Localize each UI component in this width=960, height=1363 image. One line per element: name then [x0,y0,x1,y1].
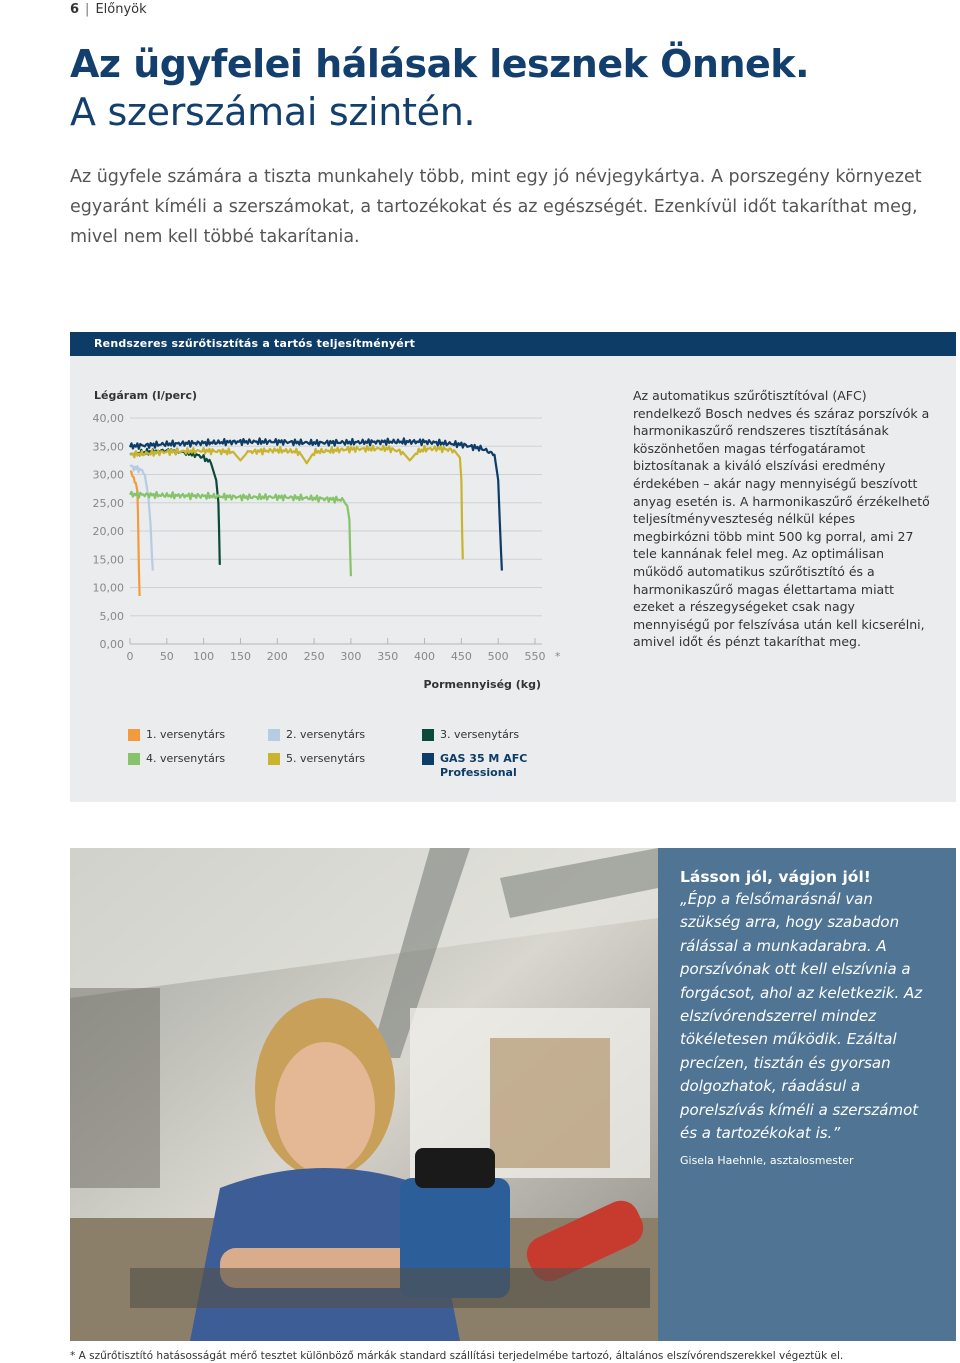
legend-label: 1. versenytárs [146,728,226,741]
y-tick-label: 10,00 [92,581,124,595]
y-tick-label: 30,00 [92,468,124,482]
chart-panel [70,332,956,802]
x-tick-label: 500 [487,650,509,663]
x-tick-label: 550 [524,650,546,663]
legend-item-gas [422,752,527,780]
legend-swatch [268,753,280,765]
quote-box [658,848,956,1341]
y-tick-label: 5,00 [99,609,124,623]
series-line [130,449,220,565]
legend-swatch [128,753,140,765]
legend-label-line1: GAS 35 M AFC [440,752,528,765]
x-tick-label: 300 [340,650,362,663]
x-tick-label: 150 [229,650,251,663]
legend-swatch [128,729,140,741]
x-tick-label: 0 [126,650,134,663]
legend-item-5 [268,752,365,765]
panel-heading: Rendszeres szűrőtisztítás a tartós teljesítményért [70,332,956,356]
intro-paragraph: Az ügyfele számára a tiszta munkahely több, mint egy jó névjegykártya. A porszegény környezet egyaránt kíméli a szerszámokat, a tartozékokat és az egészségét. Ezenkívül időt takaríthat meg, mivel nem kell többé takarítania. [70,167,922,247]
x-tick-label: 400 [414,650,436,663]
y-tick-label: 0,00 [99,638,124,651]
y-axis-title: Légáram (l/perc) [94,389,198,402]
x-tick-label: 450 [450,650,472,663]
x-axis-note: * [555,650,561,663]
y-tick-label: 20,00 [92,525,124,538]
x-tick-label: 250 [303,650,325,663]
airflow-chart [70,332,630,702]
x-tick-label: 100 [193,650,215,663]
legend-swatch [268,729,280,741]
legend-label: 4. versenytárs [146,752,226,765]
side-description: Az automatikus szűrőtisztítóval (AFC) rendelkező Bosch nedves és száraz porszívók a harmonikaszűrő rendszeres tisztításának köszönhetően magas térfogatáramot biztosítanak a kiváló elszívási eredmény érdekében – akár nagy mennyiségű beszívott anyag esetén is. A harmonikaszűrő érzékelhető teljesítményveszteség nélkül képes megbirkózni több mint 500 kg porral, ami 27 tele kannának felel meg. Az optimálisan működő automatikus szűrőtisztító és a harmonikaszűrő magas élettartama miatt ezeket a részegységeket csak nagy mennyiségű por felszívása után kell kicserélni, amivel időt és pénzt takaríthat meg. [633,388,930,650]
series-line [130,472,140,597]
legend-label-line2: Professional [440,766,517,779]
y-tick-label: 25,00 [92,496,124,510]
legend-label [440,752,527,780]
y-tick-label: 40,00 [92,412,124,425]
x-tick-label: 200 [266,650,288,663]
quote-title: Lásson jól, vágjon jól! [680,868,871,886]
y-tick-label: 35,00 [92,440,124,454]
workshop-illustration [70,848,658,1341]
legend-label: 5. versenytárs [286,752,366,765]
legend-label: 2. versenytárs [286,728,366,741]
quote-author: Gisela Haehnle, asztalosmester [680,1154,854,1168]
x-axis-title: Pormennyiség (kg) [423,678,541,691]
quote-text: „Épp a felsőmarásnál van szükség arra, hogy szabadon rálással a munkadarabra. A porszívónak ott kell elszívnia a forgácsot, ahol az keletkezik. Az elszívórendszerrel mindez tökéletesen működik. Ezáltal precízen, tisztán és gyorsan dolgozhatok, ráadásul a porelszívás kíméli a szerszámot és a tartozékokat is.” [680,890,923,1143]
x-tick-label: 350 [377,650,399,663]
legend-item-2 [268,728,365,741]
chart-legend [128,728,548,788]
page-subtitle: A szerszámai szintén. [70,90,476,134]
x-tick-label: 50 [159,650,174,663]
series-line [130,492,351,576]
woodworker-photo [70,848,658,1341]
section-name: Előnyök [95,2,147,17]
footnote: * A szűrőtisztító hatásosságát mérő tesztet különböző márkák standard szállítási terjedelmébe tartozó, általános elszívórendszerekkel végeztük el. [70,1350,844,1362]
legend-item-3 [422,728,519,741]
header-separator: | [85,2,90,17]
legend-swatch [422,753,434,765]
legend-label: 3. versenytárs [440,728,520,741]
y-tick-label: 15,00 [92,553,124,567]
legend-item-1 [128,728,225,741]
page-title: Az ügyfelei hálásak lesznek Önnek. [70,42,810,86]
legend-item-4 [128,752,225,765]
page-header [70,2,147,17]
legend-swatch [422,729,434,741]
series-line [130,438,502,570]
page-number: 6 [70,2,80,17]
